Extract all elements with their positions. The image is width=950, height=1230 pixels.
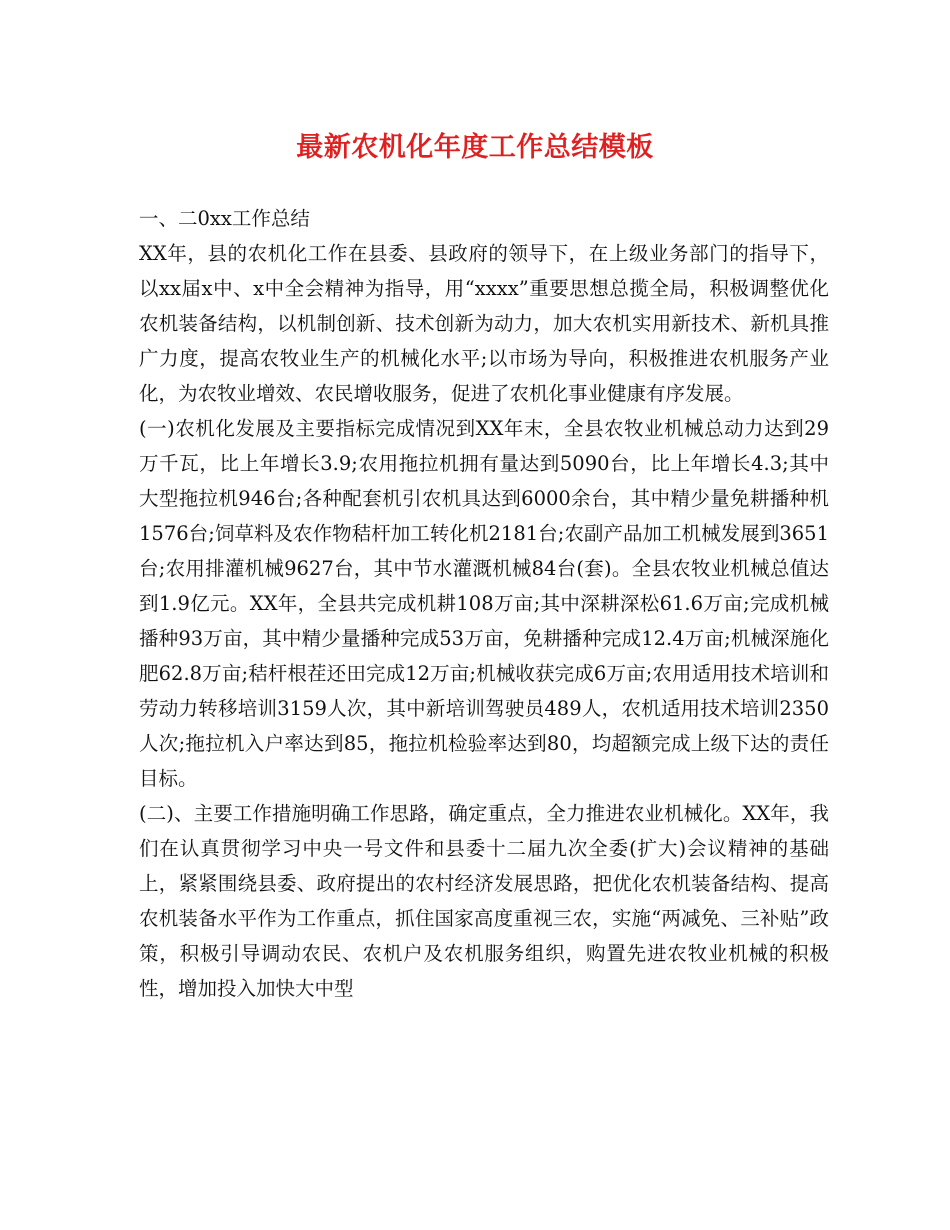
paragraph-measures: (二)、主要工作措施明确工作思路，确定重点，全力推进农业机械化。XX年，我们在认真贯彻学习中央一号文件和县委十二届九次全委(扩大)会议精神的基础上，紧紧围绕县委、政府提出的农村经济发展思路，把优化农机装备结构、提高农机装备水平作为工作重点，抓住国家高度重视三农，实施“两减免、三补贴”政策，积极引导调动农民、农机户及农机服务组织，购置先进农牧业机械的积极性，增加投入加快大中型 — [139, 802, 829, 1000]
document-body — [139, 201, 829, 1006]
section-heading: 一、二0xx工作总结 — [139, 207, 310, 230]
paragraph-indicators: (一)农机化发展及主要指标完成情况到XX年末，全县农牧业机械总动力达到29万千瓦，比上年增长3.9;农用拖拉机拥有量达到5090台，比上年增长4.3;其中大型拖拉机946台;各种配套机引农机具达到6000余台，其中精少量免耕播种机1576台;饲草料及农作物秸杆加工转化机2181台;农副产品加工机械发展到3651台;农用排灌机械9627台，其中节水灌溉机械84台(套)。全县农牧业机械总值达到1.9亿元。XX年，全县共完成机耕108万亩;其中深耕深松61.6万亩;完成机械播种93万亩，其中精少量播种完成53万亩，免耕播种完成12.4万亩;机械深施化肥62.8万亩;秸杆根茬还田完成12万亩;机械收获完成6万亩;农用适用技术培训和劳动力转移培训3159人次，其中新培训驾驶员489人，农机适用技术培训2350人次;拖拉机入户率达到85，拖拉机检验率达到80，均超额完成上级下达的责任目标。 — [139, 417, 829, 790]
paragraph-summary: XX年，县的农机化工作在县委、县政府的领导下，在上级业务部门的指导下，以xx届x中、x中全会精神为指导，用“xxxx”重要思想总揽全局，积极调整优化农机装备结构，以机制创新、技术创新为动力，加大农机实用新技术、新机具推广力度，提高农牧业生产的机械化水平;以市场为导向，积极推进农机服务产业化，为农牧业增效、农民增收服务，促进了农机化事业健康有序发展。 — [139, 242, 829, 405]
document-title: 最新农机化年度工作总结模板 — [296, 132, 654, 163]
